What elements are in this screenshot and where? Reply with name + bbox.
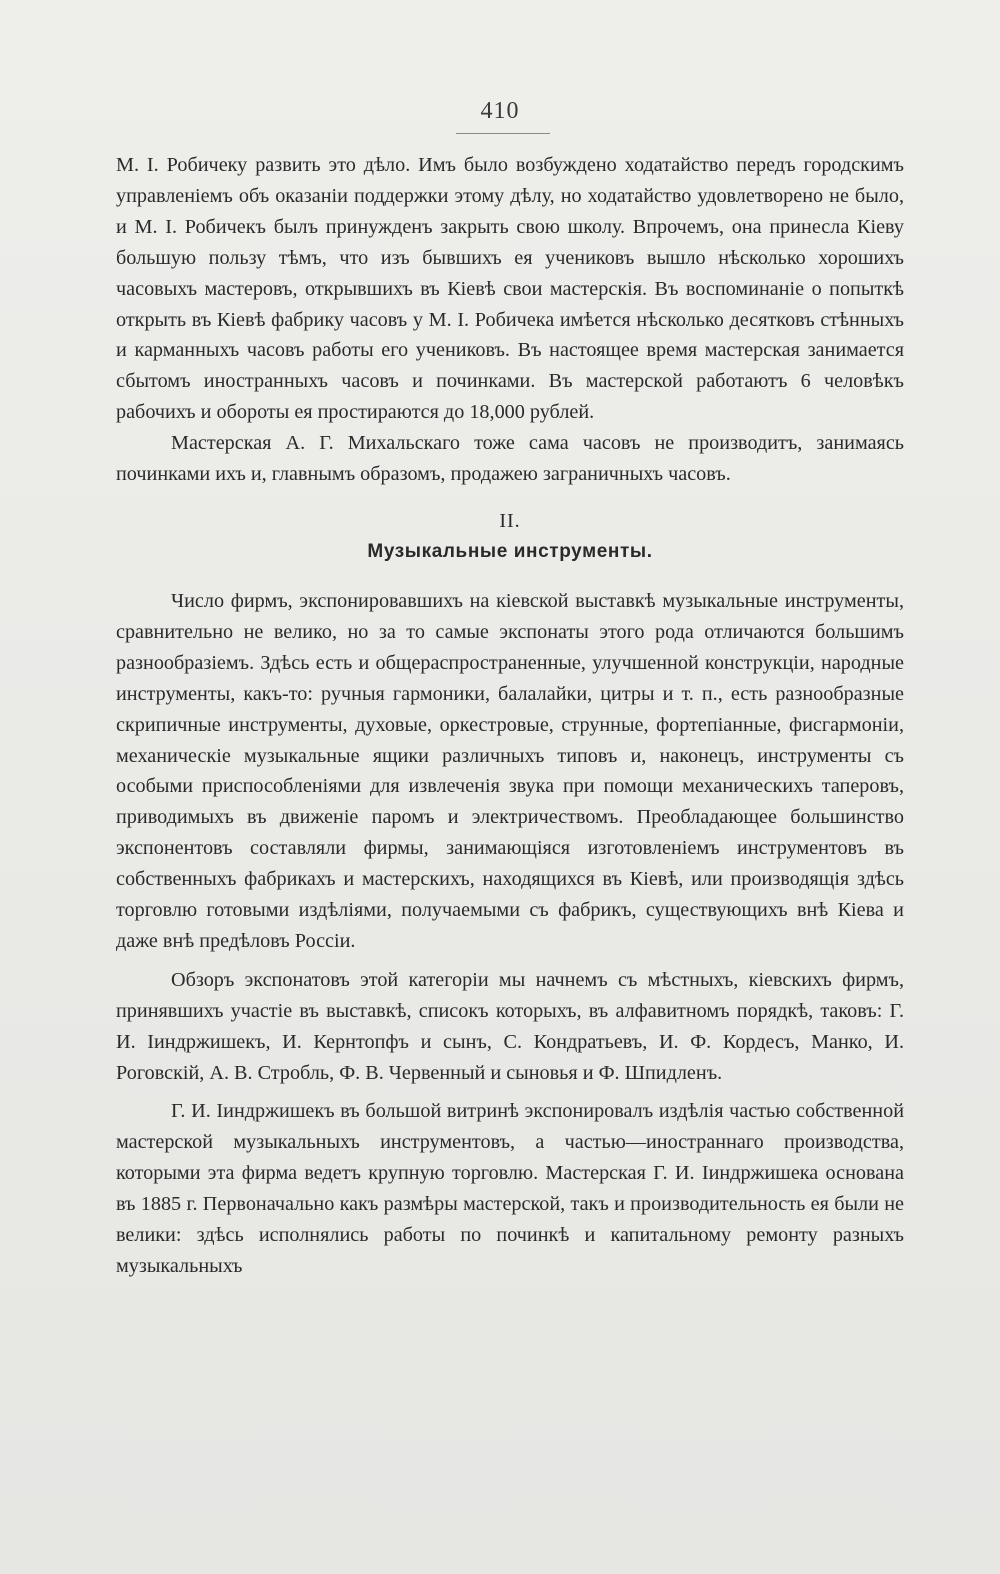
paragraph: М. I. Робичеку развить это дѣло. Имъ было возбуждено ходатайство передъ городскимъ управленіемъ объ оказаніи поддержки этому дѣлу, но ходатайство удовлетворено не было, и М. I. Робичекъ былъ принужденъ закрыть свою школу. Впрочемъ, она принесла Кіеву большую пользу тѣмъ, что изъ бывшихъ ея учениковъ вышло нѣсколько хорошихъ часовыхъ мастеровъ, открывшихъ въ Кіевѣ свои мастерскія. Въ воспоминаніе о попыткѣ открыть въ Кіевѣ фабрику часовъ у М. I. Робичека имѣется нѣсколько десятковъ стѣнныхъ и карманныхъ часовъ работы его учениковъ. Въ настоящее время мастерская занимается сбытомъ иностранныхъ часовъ и починками. Въ мастерской работаютъ 6 человѣкъ рабочихъ и обороты ея простираются до 18,000 рублей. bbox=[116, 154, 904, 424]
page-body bbox=[116, 150, 904, 1282]
section-number: II. bbox=[499, 509, 521, 532]
paragraph: Число фирмъ, экспонировавшихъ на кіевской выставкѣ музыкальные инструменты, сравнительно не велико, но за то самые экспонаты этого рода отличаются большимъ разнообразіемъ. Здѣсь есть и общераспространенные, улучшенной конструкціи, народные инструменты, какъ-то: ручныя гармоники, балалайки, цитры и т. п., есть разнообразные скрипичные инструменты, духовые, оркестровые, струнные, фортепіанные, фисгармоніи, механическіе музыкальные ящики различныхъ типовъ и, наконецъ, инструменты съ особыми приспособленіями для извлеченія звука при помощи механическихъ таперовъ, приводимыхъ въ движеніе паромъ и электричествомъ. Преобладающее большинство экспонентовъ составляли фирмы, занимающіяся изготовленіемъ инструментовъ въ собственныхъ фабрикахъ и мастерскихъ, находящихся въ Кіевѣ, или производящія здѣсь торговлю готовыми издѣліями, получаемыми съ фабрикъ, существующихъ внѣ Кіева и даже внѣ предѣловъ Россіи. bbox=[116, 589, 904, 952]
page-number: 410 bbox=[480, 98, 520, 124]
page-number-rule bbox=[456, 133, 550, 134]
section-title: Музыкальные инструменты. bbox=[367, 540, 653, 562]
paragraph: Обзоръ экспонатовъ этой категоріи мы начнемъ съ мѣстныхъ, кіевскихъ фирмъ, принявшихъ участіе въ выставкѣ, списокъ которыхъ, въ алфавитномъ порядкѣ, таковъ: Г. И. Іиндржишекъ, И. Кернтопфъ и сынъ, С. Кондратьевъ, И. Ф. Кордесъ, Манко, И. Роговскій, А. В. Стробль, Ф. В. Червенный и сыновья и Ф. Шпидленъ. bbox=[116, 968, 904, 1084]
paragraph: Г. И. Іиндржишекъ въ большой витринѣ экспонировалъ издѣлія частью собственной мастерской музыкальныхъ инструментовъ, а частью—иностраннаго производства, которыми эта фирма ведетъ крупную торговлю. Мастерская Г. И. Іиндржишека основана въ 1885 г. Первоначально какъ размѣры мастерской, такъ и производительность ея были не велики: здѣсь исполнялись работы по починкѣ и капитальному ремонту разныхъ музыкальныхъ bbox=[116, 1100, 904, 1277]
paragraph: Мастерская А. Г. Михальскаго тоже сама часовъ не производитъ, занимаясь починками ихъ и, главнымъ образомъ, продажею заграничныхъ часовъ. bbox=[116, 432, 904, 486]
